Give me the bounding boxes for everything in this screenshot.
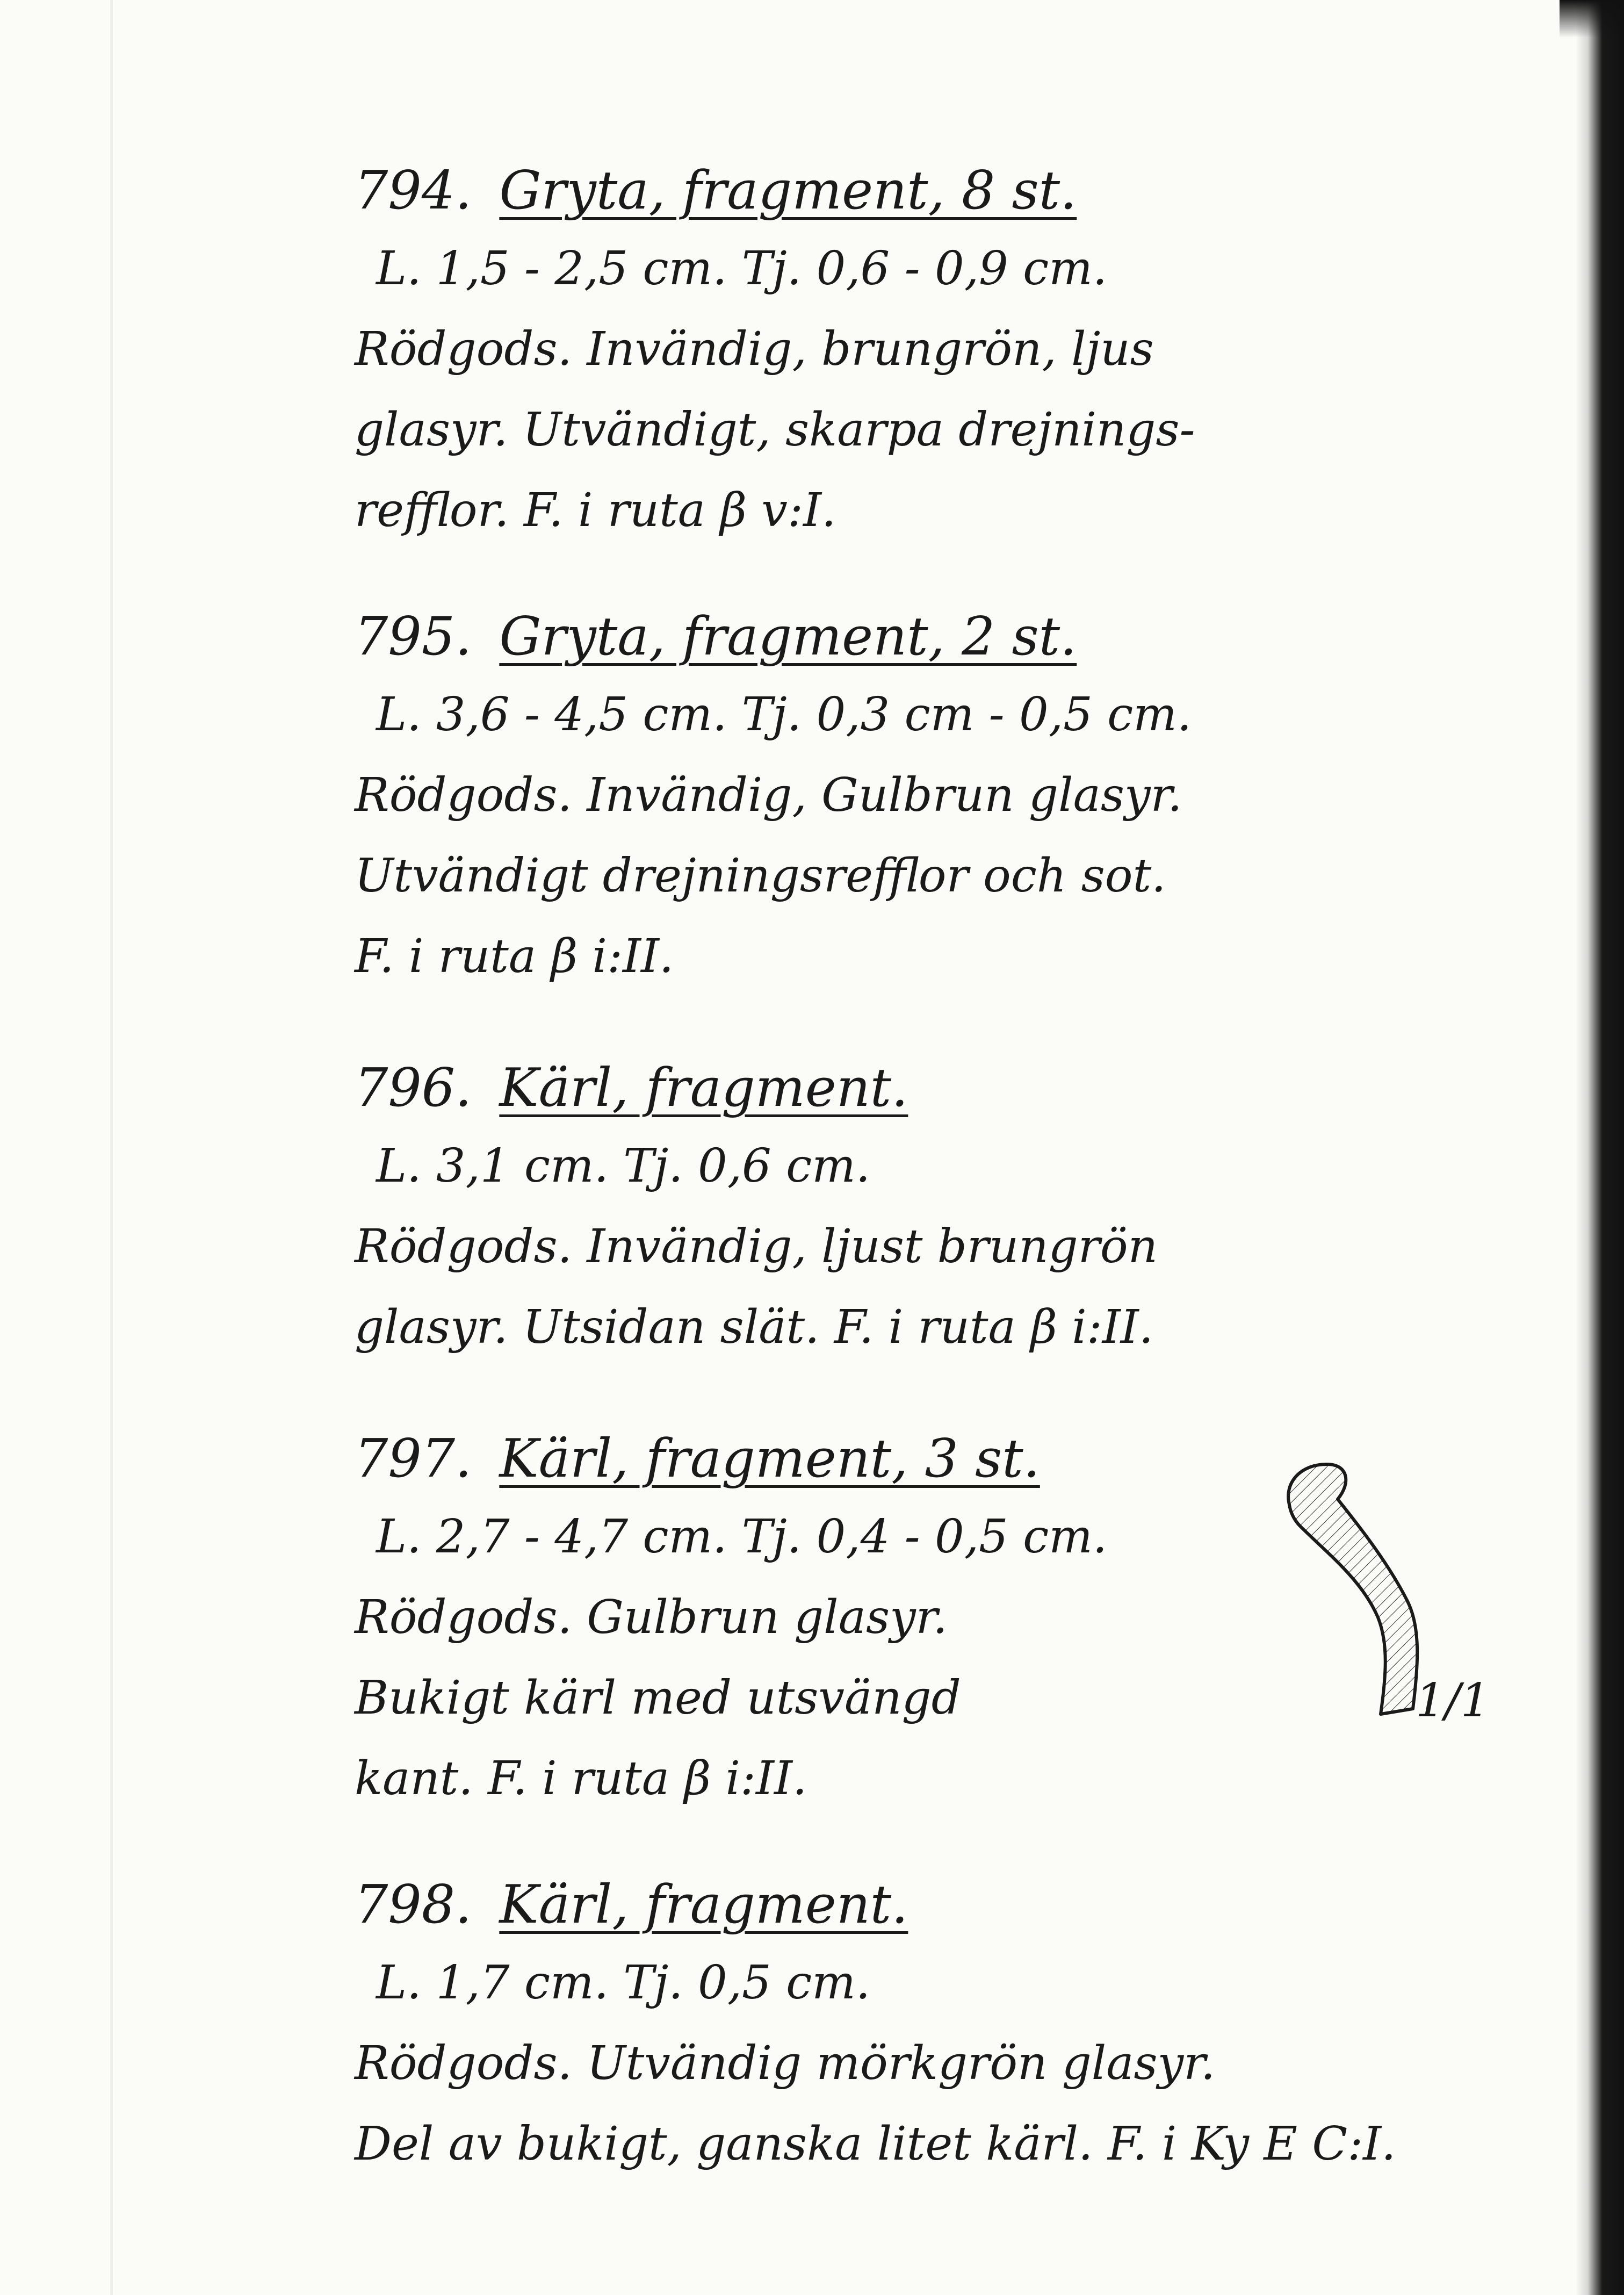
catalog-entry-795 bbox=[355, 599, 1510, 997]
catalog-entry-794 bbox=[355, 153, 1510, 551]
entry-heading bbox=[355, 1867, 1510, 1943]
entry-heading bbox=[355, 599, 1510, 674]
entry-number: 795. bbox=[355, 606, 472, 667]
entry-description-line: kant. F. i ruta β i:II. bbox=[355, 1752, 807, 1805]
entry-number: 796. bbox=[355, 1057, 472, 1119]
entry-title: Kärl, fragment, 3 st. bbox=[499, 1428, 1040, 1490]
entry-number: 794. bbox=[355, 160, 472, 221]
page-corner-shadow bbox=[1560, 0, 1624, 38]
entry-description-line: Rödgods. Invändig, Gulbrun glasyr. bbox=[355, 768, 1182, 822]
book-spine-shadow bbox=[1576, 0, 1624, 2295]
page-fold-line bbox=[110, 0, 113, 2295]
profile-outline bbox=[1288, 1464, 1417, 1714]
entry-description-line: Rödgods. Gulbrun glasyr. bbox=[355, 1591, 948, 1644]
entry-description-line: Utvändigt drejningsrefflor och sot. bbox=[355, 849, 1166, 903]
entry-description-line: glasyr. Utsidan slät. F. i ruta β i:II. bbox=[355, 1300, 1154, 1354]
entry-title: Gryta, fragment, 2 st. bbox=[499, 606, 1077, 667]
entry-measurements: L. 3,6 - 4,5 cm. Tj. 0,3 cm - 0,5 cm. bbox=[376, 688, 1192, 742]
entry-description-line: Del av bukigt, ganska litet kärl. F. i Ky E C:I. bbox=[355, 2117, 1396, 2171]
entry-number: 797. bbox=[355, 1428, 472, 1490]
entry-description-line: Rödgods. Utvändig mörkgrön glasyr. bbox=[355, 2037, 1216, 2090]
entry-title: Kärl, fragment. bbox=[499, 1057, 908, 1119]
entry-description-line: F. i ruta β i:II. bbox=[355, 930, 674, 983]
entry-heading bbox=[355, 1051, 1510, 1126]
entry-description-line: Rödgods. Invändig, brungrön, ljus bbox=[355, 322, 1154, 376]
entry-measurements: L. 2,7 - 4,7 cm. Tj. 0,4 - 0,5 cm. bbox=[376, 1510, 1108, 1564]
entry-description-line: Rödgods. Invändig, ljust brungrön bbox=[355, 1220, 1158, 1274]
catalog-entry-798 bbox=[355, 1867, 1510, 2184]
entry-measurements: L. 1,5 - 2,5 cm. Tj. 0,6 - 0,9 cm. bbox=[376, 242, 1108, 296]
entry-measurements: L. 3,1 cm. Tj. 0,6 cm. bbox=[376, 1139, 871, 1193]
entry-heading bbox=[355, 153, 1510, 228]
entry-number: 798. bbox=[355, 1874, 472, 1936]
entry-measurements: L. 1,7 cm. Tj. 0,5 cm. bbox=[376, 1956, 871, 2010]
entry-title: Kärl, fragment. bbox=[499, 1874, 908, 1936]
entry-description-line: Bukigt kärl med utsvängd bbox=[355, 1671, 961, 1725]
catalog-entry-796 bbox=[355, 1051, 1510, 1368]
entry-description-line: glasyr. Utvändigt, skarpa drejnings- bbox=[355, 403, 1195, 457]
entry-description-line: refflor. F. i ruta β v:I. bbox=[355, 484, 836, 537]
entry-title: Gryta, fragment, 8 st. bbox=[499, 160, 1077, 221]
sketch-scale-label: 1/1 bbox=[1416, 1674, 1490, 1728]
